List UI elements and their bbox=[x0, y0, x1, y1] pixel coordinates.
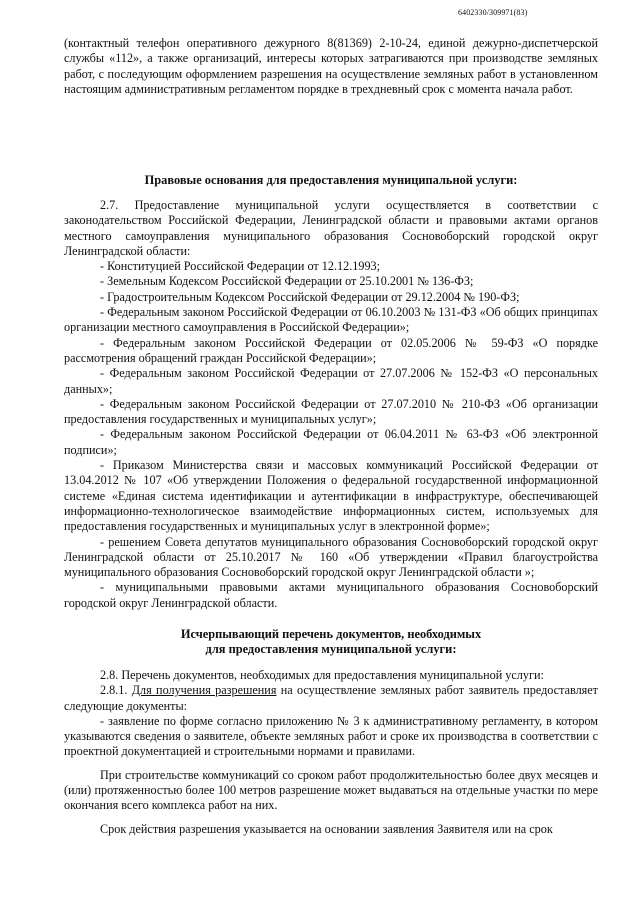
legal-item: - Конституцией Российской Федерации от 12.12.1993; bbox=[100, 259, 381, 274]
legal-item: - Градостроительным Кодексом Российской Федерации от 29.12.2004 № 190-ФЗ; bbox=[100, 289, 520, 304]
validity-paragraph: Срок действия разрешения указывается на основании заявления Заявителя или на срок bbox=[100, 821, 553, 836]
documents-section bbox=[64, 668, 598, 837]
legal-item: - Федеральным законом Российской Федерации от 06.10.2003 № 131-ФЗ «Об общих принципах организации местного самоуправления в Российской Федерации»; bbox=[64, 305, 598, 335]
paragraph-2-8-1 bbox=[64, 683, 598, 714]
paragraph-2-8: 2.8. Перечень документов, необходимых для предоставления муниципальной услуги: bbox=[100, 668, 544, 682]
legal-item: - Федеральным законом Российской Федерации от 27.07.2010 № 210-ФЗ «Об организации предоставления государственных и муниципальных услуг»; bbox=[64, 396, 598, 427]
documents-heading-line-1: Исчерпывающий перечень документов, необходимых bbox=[180, 627, 482, 641]
document-number: 6402330/309971(83) bbox=[458, 8, 528, 17]
paragraph-2-8-1-rest: на осуществление земляных работ заявитель предоставляет следующие документы: bbox=[64, 683, 598, 713]
communications-paragraph: При строительстве коммуникаций со сроком работ продолжительностью более двух месяцев и (или) протяженностью более 100 метров разрешение может выдаваться на отдельные участки по мере окончания всего комплекса работ на них. bbox=[64, 767, 598, 813]
legal-item: - Федеральным законом Российской Федерации от 02.05.2006 № 59-ФЗ «О порядке рассмотрения обращений граждан Российской Федерации»; bbox=[64, 335, 598, 365]
paragraph-2-8-1-number: 2.8.1. bbox=[100, 683, 128, 698]
legal-item: - Приказом Министерства связи и массовых коммуникаций Российской Федерации от 13.04.2012 № 107 «Об утверждении Положения о федеральной государственной информационной системе «Единая система идентификации и аутентификации в инфраструктуре, обеспечивающей информационно-технологическое взаимодействие информационных систем, используемых для предоставления государственных и муниципальных услуг в электронной форме»; bbox=[64, 458, 598, 534]
documents-heading-line-2: для предоставления муниципальной услуги: bbox=[205, 642, 457, 657]
legal-basis-section bbox=[64, 198, 598, 611]
legal-item: - Федеральным законом Российской Федерации от 27.07.2006 № 152-ФЗ «О персональных данных»; bbox=[64, 366, 598, 396]
legal-item: - Земельным Кодексом Российской Федерации от 25.10.2001 № 136-ФЗ; bbox=[100, 274, 474, 289]
intro-paragraph-block bbox=[64, 36, 598, 97]
paragraph-2-7: 2.7. Предоставление муниципальной услуги осуществляется в соответствии с законодательством Российской Федерации, Ленинградской области и правовыми актами органов местного самоуправления муниципального образования Сосновоборский городской округ Ленинградской области: bbox=[64, 198, 598, 258]
documents-list-heading bbox=[64, 627, 598, 658]
legal-item: - Федеральным законом Российской Федерации от 06.04.2011 № 63-ФЗ «Об электронной подписи»; bbox=[64, 427, 598, 457]
legal-item: - муниципальными правовыми актами муниципального образования Сосновоборский городской округ Ленинградской области. bbox=[64, 580, 598, 610]
legal-basis-heading: Правовые основания для предоставления муниципальной услуги: bbox=[144, 173, 518, 187]
permit-phrase-underlined: Для получения разрешения bbox=[131, 683, 277, 698]
intro-paragraph: (контактный телефон оперативного дежурного 8(81369) 2-10-24, единой дежурно-диспетчерской службы «112», а также организаций, интересы которых затрагиваются при производстве земляных работ, с последующим оформлением разрешения на осуществление земляных работ в установленном настоящим административным регламентом порядке в трехдневный срок с момента начала работ. bbox=[64, 36, 598, 96]
application-form-item: - заявление по форме согласно приложению № 3 к административному регламенту, в котором указываются сведения о заявителе, объекте земляных работ и сроке их производства в соответствии с проектной документацией и строительными нормами и правилами. bbox=[64, 713, 598, 759]
legal-item: - решением Совета депутатов муниципального образования Сосновоборский городской округ Ленинградской области от 25.10.2017 № 160 «Об утверждении «Правил благоустройства муниципального образования Сосновоборский городской округ Ленинградской области »; bbox=[64, 534, 598, 580]
